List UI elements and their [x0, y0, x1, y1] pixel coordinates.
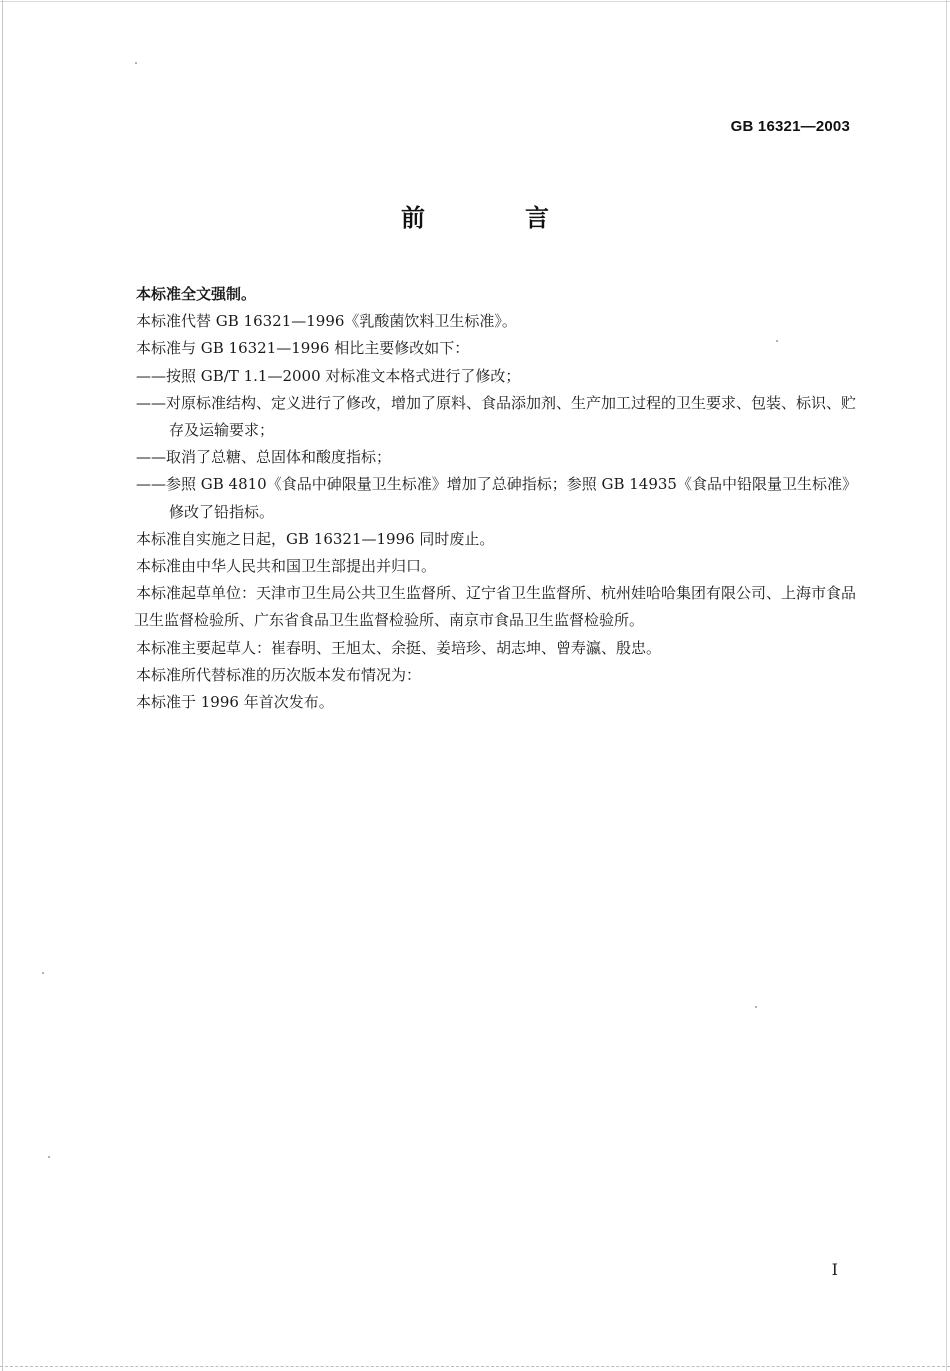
paragraph-mandatory: 本标准全文强制。 — [136, 285, 257, 303]
paragraph-drafting-units: 本标准起草单位：天津市卫生局公共卫生监督所、辽宁省卫生监督所、杭州娃哈哈集团有限公司、上海市食品卫生监督检验所、广东省食品卫生监督检验所、南京市食品卫生监督检验所。 — [134, 584, 857, 630]
paragraph-replaces: 本标准代替 GB 16321—1996《乳酸菌饮料卫生标准》。 — [136, 312, 517, 331]
document-number: GB 16321—2003 — [730, 118, 850, 135]
paragraph-drafters: 本标准主要起草人：崔春明、王旭太、余挺、姜培珍、胡志坤、曾寿瀛、殷忠。 — [136, 638, 662, 657]
scan-edge-top — [0, 1, 950, 2]
change-item-arsenic-lead: ——参照 GB 4810《食品中砷限量卫生标准》增加了总砷指标；参照 GB 14935《食品中铅限量卫生标准》修改了铅指标。 — [136, 475, 850, 521]
paragraph-abolish: 本标准自实施之日起，GB 16321—1996 同时废止。 — [136, 529, 495, 548]
change-item-format: ——按照 GB/T 1.1—2000 对标准文本格式进行了修改； — [136, 366, 521, 385]
scan-speck — [135, 62, 137, 64]
change-item-structure: ——对原标准结构、定义进行了修改，增加了原料、食品添加剂、生产加工过程的卫生要求、包装、标识、贮存及运输要求； — [136, 393, 857, 440]
paragraph-proposer: 本标准由中华人民共和国卫生部提出并归口。 — [136, 557, 437, 576]
scan-speck — [48, 1156, 50, 1158]
scan-edge-bottom — [0, 1366, 950, 1368]
paragraph-history-intro: 本标准所代替标准的历次版本发布情况为： — [136, 665, 422, 684]
change-item-removed-indicators: ——取消了总糖、总固体和酸度指标； — [136, 448, 392, 467]
paragraph-changes-intro: 本标准与 GB 16321—1996 相比主要修改如下： — [136, 339, 470, 358]
scan-speck — [755, 1006, 757, 1008]
foreword-body — [136, 281, 856, 716]
scan-speck — [42, 972, 44, 974]
page-title: 前 言 — [401, 204, 587, 232]
paragraph-history: 本标准于 1996 年首次发布。 — [136, 693, 334, 712]
page-number: I — [831, 1260, 838, 1279]
